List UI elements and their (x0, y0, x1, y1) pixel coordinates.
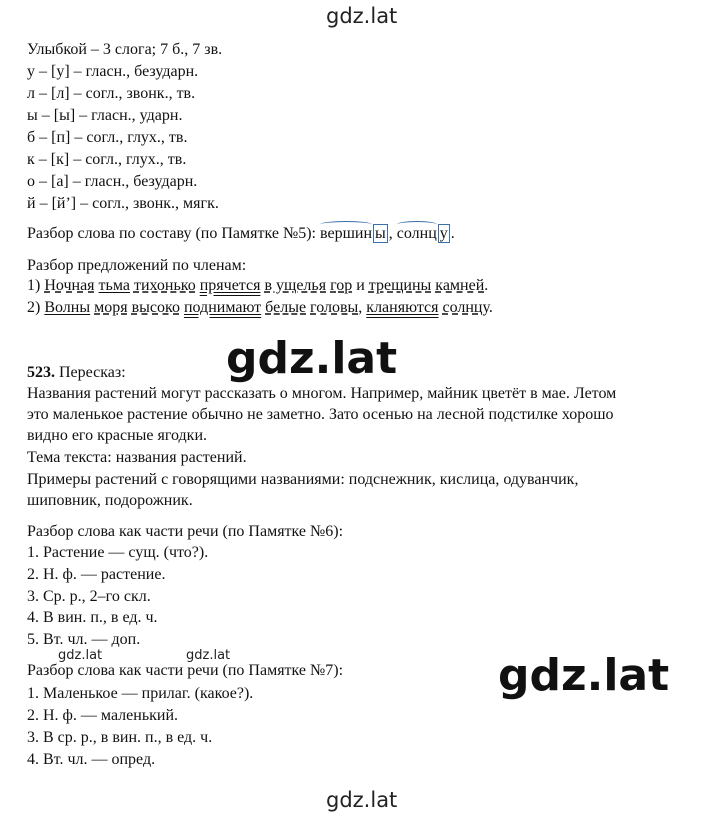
phonetic-line: к – [к] – согл., глух., тв. (27, 151, 187, 168)
watermark-right: gdz.lat (498, 650, 670, 701)
word-root: вершин (320, 225, 373, 242)
separator: . (450, 225, 455, 242)
watermark-small-left: gdz.lat (58, 648, 103, 663)
pos-analysis-line: 3. В ср. р., в вин. п., в ед. ч. (27, 729, 213, 746)
phonetic-line: б – [п] – согл., глух., тв. (27, 129, 188, 146)
definition-word: моря (94, 299, 128, 316)
object-word: солнцу (442, 299, 489, 316)
pos-analysis-line: 4. Вт. чл. — опред. (27, 751, 156, 768)
examples-line: шиповник, подорожник. (27, 492, 193, 509)
definition-word: камней (435, 277, 485, 294)
definition-word: Ночная (44, 277, 95, 294)
pos-analysis-line: 4. В вин. п., в ед. ч. (27, 609, 158, 626)
exercise-number: 523. (27, 364, 55, 381)
word-ending: у (439, 225, 448, 242)
predicate-word: прячется (199, 277, 261, 294)
sentence-1 (27, 276, 488, 296)
adverbial-word: в ущелья (264, 277, 327, 294)
pos-analysis-heading: Разбор слова как части речи (по Памятке №7): (27, 662, 344, 679)
pos-analysis-heading: Разбор слова как части речи (по Памятке №6): (27, 523, 344, 540)
sentence-number: 2) (27, 299, 41, 316)
phonetic-line: ы – [ы] – гласн., ударн. (27, 107, 183, 124)
phonetic-line: й – [й’] – согл., звонк., мягк. (27, 195, 219, 212)
pos-analysis-line: 2. Н. ф. — растение. (27, 566, 166, 583)
definition-word: гор (330, 277, 353, 294)
comma: , (358, 299, 363, 316)
watermark-small-right: gdz.lat (186, 648, 231, 663)
adverbial-word: трещины (368, 277, 432, 294)
watermark-center: gdz.lat (226, 333, 398, 384)
conjunction-word: и (356, 277, 365, 294)
phonetic-summary: Улыбкой – 3 слога; 7 б., 7 зв. (27, 41, 223, 58)
retelling-line: Названия растений могут рассказать о многом. Например, майник цветёт в мае. Летом (27, 385, 617, 402)
retelling-line: это маленькое растение обычно не заметно. Зато осенью на лесной подстилке хорошо (27, 406, 614, 423)
composition-lead: Разбор слова по составу (по Памятке №5): (27, 225, 316, 242)
pos-analysis-line: 1. Растение — сущ. (что?). (27, 544, 209, 561)
examples-line: Примеры растений с говорящими названиями: подснежник, кислица, одуванчик, (27, 471, 579, 488)
pos-analysis-line: 3. Ср. р., 2–го скл. (27, 588, 151, 605)
definition-word: белые (265, 299, 307, 316)
word-ending: ы (375, 225, 386, 242)
watermark-bottom: gdz.lat (326, 788, 398, 812)
word-root: солнц (396, 225, 437, 242)
pos-analysis-line: 1. Маленькое — прилаг. (какое?). (27, 685, 254, 702)
predicate-word: поднимают (183, 299, 262, 316)
phonetic-line: у – [у] – гласн., безударн. (27, 63, 199, 80)
exercise-523-header (27, 363, 126, 383)
predicate-word: кланяются (366, 299, 439, 316)
subject-word: Волны (44, 299, 91, 316)
period: . (488, 299, 493, 316)
phonetic-line: л – [л] – согл., звонк., тв. (27, 85, 196, 102)
text-theme: Тема текста: названия растений. (27, 449, 247, 466)
object-word: головы (310, 299, 359, 316)
retelling-line: видно его красные ягодки. (27, 427, 208, 444)
exercise-label: Пересказ: (59, 364, 126, 381)
members-heading: Разбор предложений по членам: (27, 257, 247, 274)
sentence-number: 1) (27, 277, 41, 294)
pos-analysis-line: 2. Н. ф. — маленький. (27, 707, 179, 724)
subject-word: тьма (98, 277, 130, 294)
sentence-2 (27, 298, 493, 318)
period: . (484, 277, 489, 294)
adverbial-word: тихонько (133, 277, 196, 294)
pos-analysis-line: 5. Вт. чл. — доп. (27, 631, 141, 648)
watermark-top: gdz.lat (326, 4, 398, 28)
separator: , (388, 225, 393, 242)
phonetic-line: о – [а] – гласн., безударн. (27, 173, 198, 190)
composition-analysis (27, 224, 455, 244)
adverbial-word: высоко (131, 299, 180, 316)
